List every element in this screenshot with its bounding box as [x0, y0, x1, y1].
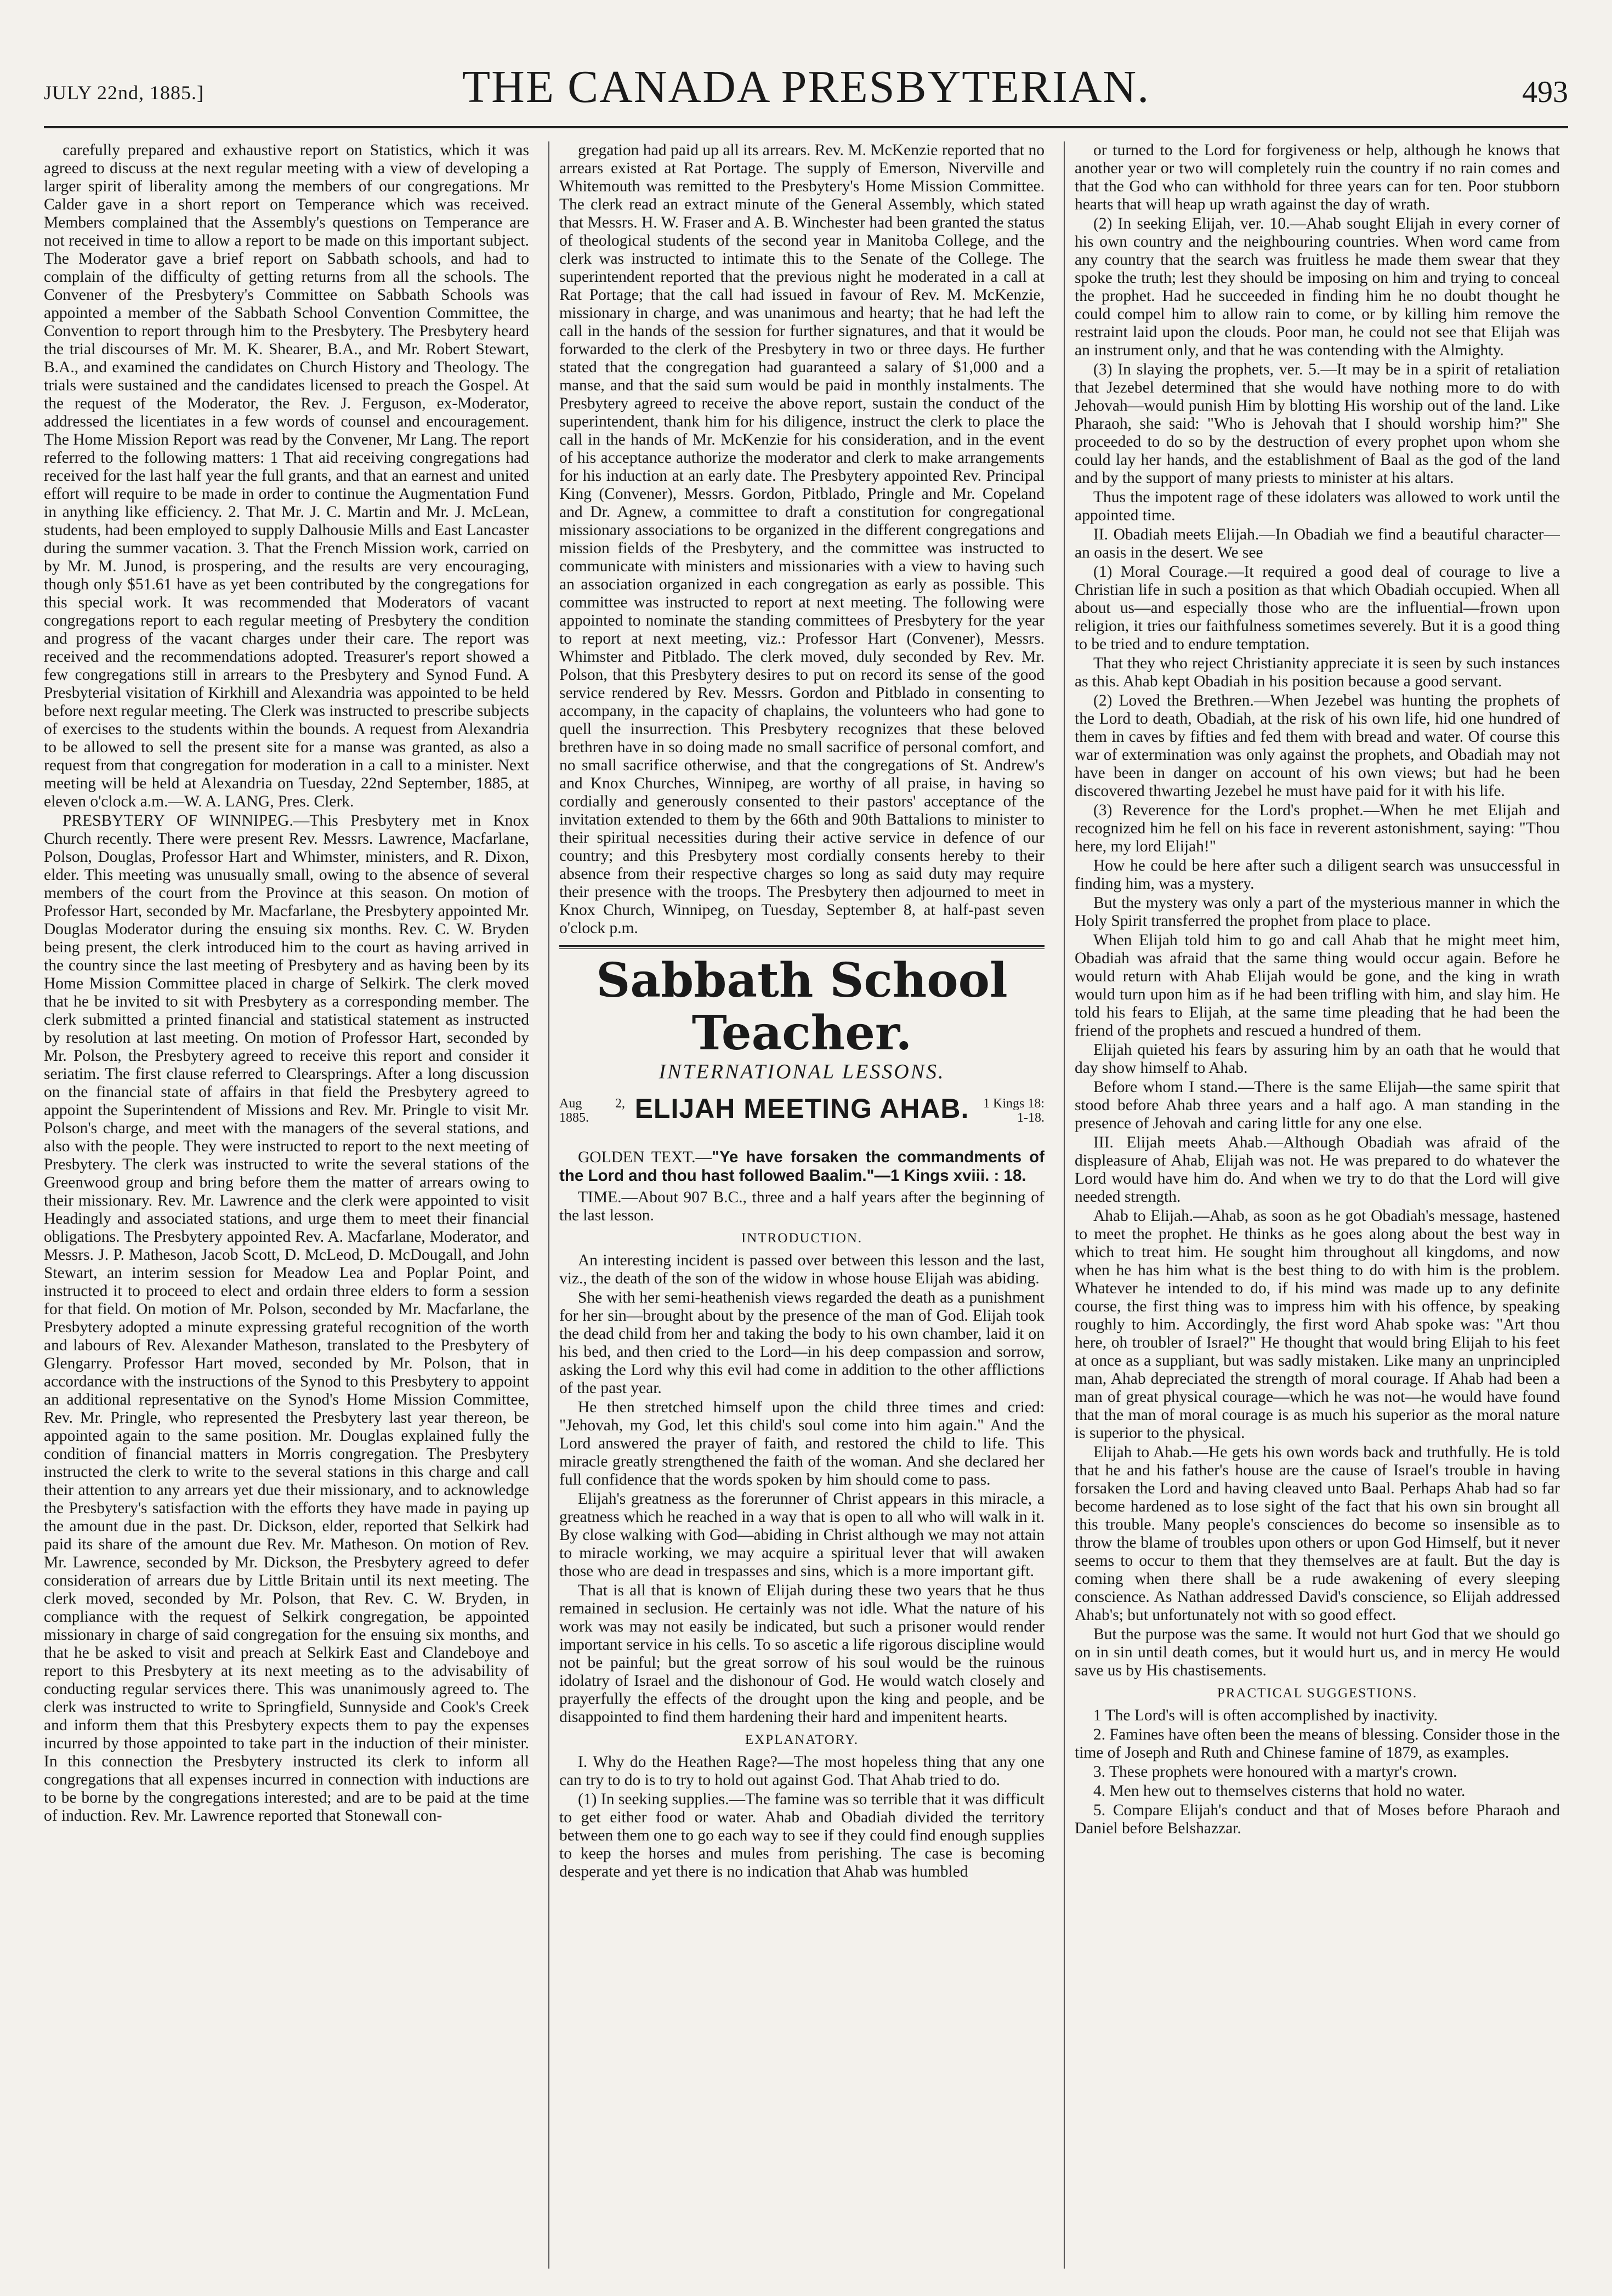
paragraph: (3) Reverence for the Lord's prophet.—When he met Elijah and recognized him he fell on his face in reverent astonishment, saying: "Thou here, my lord Elijah!" — [1075, 802, 1560, 855]
list-item: 3. These prophets were honoured with a martyr's crown. — [1093, 1763, 1457, 1781]
paragraph: But the purpose was the same. It would not hurt God that we should go on in sin until death comes, but it would hurt us, and in mercy He would save us by His chastisements. — [1075, 1626, 1560, 1679]
paragraph: I. Why do the Heathen Rage?—The most hopeless thing that any one can try to do is to try to hold out against God. That Ahab tried to do. — [559, 1753, 1045, 1789]
paragraph: Before whom I stand.—There is the same Elijah—the same spirit that stood before Ahab three years and a half ago. A man standing in the presence of Jehovah and caring little for any one else. — [1075, 1078, 1560, 1132]
paragraph: How he could be here after such a diligent search was unsuccessful in finding him, was a mystery. — [1075, 857, 1560, 893]
paragraph: (1) In seeking supplies.—The famine was so terrible that it was difficult to get either food or water. Ahab and Obadiah divided the territory between them one to go each way to see if they could find enough supplies to keep the horses and mules from perishing. The case is becoming desperate and yet there is no indication that Ahab was humbled — [559, 1791, 1045, 1880]
paragraph: gregation had paid up all its arrears. Rev. M. McKenzie reported that no arrears existed at Rat Portage. The supply of Emerson, Niverville and Whitemouth was remitted to the Presbytery's Home Mission Committee. The clerk read an extract minute of the General Assembly, which stated that Messrs. H. W. Fraser and A. B. Winchester had been granted the status of theological students of the second year in Manitoba College, and the clerk was instructed to intimate this to the Senate of the College. The superintendent reported that the previous night he moderated in a call at Rat Portage; that the call had issued in favour of Rev. M. McKenzie, missionary in charge, and was unanimous and hearty; that he had left the call in the hands of the session for further signatures, and that it would be forwarded to the clerk of the Presbytery in two or three days. He further stated that the congregation had guaranteed a salary of $1,000 and a manse, and that the said sum would be paid in monthly instalments. The Presbytery agreed to receive the above report, sustain the conduct of the superintendent, thank him for his diligence, instruct the clerk to place the call in the hands of Mr. McKenzie for his consideration, and in the event of his acceptance authorize the moderator and clerk to make arrangements for his induction at an early date. The Presbytery appointed Rev. Principal King (Convener), Messrs. Gordon, Pitblado, Pringle and Mr. Copeland and Dr. Agnew, a committee to draft a constitution for congregational missionary associations to be organized in the different congregations and mission fields of the Presbytery, and the committee was instructed to communicate with ministers and missionaries with a view to having such an association organized in each congregation as early as possible. This committee was instructed to report at next meeting. The following were appointed to nominate the standing committees of Presbytery for the year to report at next meeting, viz.: Professor Hart (Convener), Messrs. Whimster and Pitblado. The clerk moved, duly seconded by Rev. Mr. Polson, that this Presbytery desires to put on record its sense of the good service rendered by Rev. Messrs. Gordon and Pitblado in consenting to accompany, in the capacity of chaplains, the volunteers who had gone to quell the insurrection. This Presbytery recognizes that these beloved brethren have in so doing made no small sacrifice of personal comfort, and no small sacrifice otherwise, and that the congregations of St. Andrew's and Knox Churches, Winnipeg, are worthy of all praise, in having so cordially and generously consented to their pastors' acceptance of the invitation extended to them by the 66th and 90th Battalions to minister to their spiritual necessities during their active service in defence of our country; and this Presbytery most cordially consents hereby to their absence from their respective charges so long as said duty may require their presence with the troops. The Presbytery then adjourned to meet in Knox Church, Winnipeg, on Tuesday, September 8, at half-past seven o'clock p.m. — [559, 141, 1045, 937]
column-divider — [1064, 141, 1065, 2269]
paragraph: PRESBYTERY OF WINNIPEG.—This Presbytery met in Knox Church recently. There were present Rev. Messrs. Lawrence, Macfarlane, Polson, Douglas, Professor Hart and Whimster, ministers, and R. Dixon, elder. This meeting was unusually small, owing to the absence of several members of the court from the Province at this season. On motion of Professor Hart, seconded by Mr. Macfarlane, the Presbytery appointed Mr. Douglas Moderator during the ensuing six months. Rev. C. W. Bryden being present, the clerk introduced him to the court as having arrived in the country since the last meeting of Presbytery and as having been by its Home Mission Committee placed in charge of Selkirk. The clerk moved that he be invited to sit with Presbytery as a corresponding member. The clerk submitted a printed financial and statistical statement as instructed by resolution at last meeting. On motion of Professor Hart, seconded by Mr. Polson, the Presbytery agreed to receive this report and consider it seriatim. The first clause referred to Clearsprings. After a long discussion on the financial state of affairs in that field the Presbytery agreed to appoint the Superintendent of Missions and Rev. Mr. Pringle to visit Mr. Polson's charge, and meet with the managers of the several stations, and also with the people. They were instructed to report to the next meeting of Presbytery. The clerk was instructed to write the several stations of the Greenwood group and bring before them the matter of arrears owing to their missionary. Rev. Mr. Lawrence and the clerk were appointed to visit Headingly and associated stations, and urge them to meet their financial obligations. The Presbytery appointed Rev. A. Macfarlane, Moderator, and Messrs. J. P. Matheson, Jacob Scott, D. McLeod, D. McDougall, and John Stewart, an interim session for Meadow Lea and Poplar Point, and instructed it to proceed to elect and ordain three elders to form a session for that field. On motion of Mr. Polson, seconded by Mr. Macfarlane, the Presbytery adopted a minute expressing grateful recognition of the worth and labours of Rev. Alexander Matheson, translated to the Presbytery of Glengarry. Professor Hart moved, seconded by Mr. Polson, that in accordance with the instructions of the Synod to this Presbytery to appoint an additional representative on the Synod's Home Mission Committee, Rev. Mr. Pringle, who represented the Presbytery last year thereon, be appointed again to the same position. Mr. Douglas explained fully the condition of financial matters in Morris congregation. The Presbytery instructed the clerk to write to the several stations in this charge and call their attention to any arrears yet due their missionary, and to acknowledge the Presbytery's satisfaction with the efforts they have made in paying up the amount due in the past. Dr. Dickson, elder, reported that Selkirk had paid its share of the amount due Rev. Mr. Matheson. On motion of Rev. Mr. Lawrence, seconded by Mr. Dickson, the Presbytery agreed to defer consideration of arrears due by Little Britain until its next meeting. The clerk moved, seconded by Mr. Polson, that Rev. C. W. Bryden, in compliance with the request of Selkirk congregation, be appointed missionary in charge of said congregation for the ensuing six months, and that he be asked to visit and preach at Selkirk East and Clandeboye and report to this Presbytery at its next meeting as to the advisability of conducting regular services there. This was unanimously agreed to. The clerk was instructed to write to Springfield, Sunnyside and Cook's Creek and inform them that this Presbytery expects them to pay the expenses incurred by those appointed to take part in the induction of their minister. In this connection the Presbytery instructed its clerk to inform all congregations that all expenses incurred in connection with inductions are to be borne by the congregations interested; and are to be paid at the time of induction. Rev. Mr. Lawrence reported that Stonewall con- — [44, 812, 529, 1825]
lesson-reference: 1 Kings 18: 1-18. — [983, 1096, 1045, 1125]
column-divider — [548, 141, 549, 2269]
header-rule — [44, 126, 1568, 128]
subsection-heading: INTRODUCTION. — [741, 1231, 863, 1246]
paragraph: Elijah to Ahab.—He gets his own words back and truthfully. He is told that he and his father's house are the cause of Israel's trouble in having forsaken the Lord and having cleaved unto Baal. Perhaps Ahab had so far become hardened as to lose sight of the fact that his own sin brought all this trouble. Many people's consciences do become so insensible as to throw the blame of troubles upon others or upon God Himself, but it never seems to occur to them that they themselves are at fault. But the day is coming when there shall be a rude awakening of every sleeping conscience. As Nathan addressed David's conscience, so Elijah addressed Ahab's; but unfortunately not with so good effect. — [1075, 1443, 1560, 1624]
list-item: 2. Famines have often been the means of blessing. Consider those in the time of Joseph and Ruth and Chinese famine of 1879, as examples. — [1075, 1726, 1560, 1761]
paragraph: Thus the impotent rage of these idolaters was allowed to work until the appointed time. — [1075, 488, 1560, 524]
golden-text — [559, 1148, 1045, 1185]
section-subtitle: INTERNATIONAL LESSONS. — [659, 1060, 945, 1083]
paragraph: (2) In seeking Elijah, ver. 10.—Ahab sought Elijah in every corner of his own country and the neighbouring countries. When word came from any country that the search was fruitless he made them swear that they spoke the truth; lest they should be imposing on him and trying to conceal the prophet. Had he succeeded in finding him he no doubt thought he could compel him to allow rain to come, or by killing him remove the restraint laid upon the clouds. Poor man, he could not see that Elijah was an instrument only, and that he was contending with the Almighty. — [1075, 215, 1560, 359]
paragraph: Elijah's greatness as the forerunner of Christ appears in this miracle, a greatness which he reached in a way that is open to all who will walk in it. By close walking with God—abiding in Christ although we may not attain to miracle working, we may acquire a spiritual lever that will awaken those who are dead in trespasses and sins, which is a more important gift. — [559, 1490, 1045, 1580]
section-rule — [559, 945, 1045, 947]
paragraph: (1) Moral Courage.—It required a good deal of courage to live a Christian life in such a position as that which Obadiah occupied. When all about us—and especially those who are the influential—frown upon religion, it tries our faithfulness sometimes severely. But it is a good thing to be tried and to endure temptation. — [1075, 563, 1560, 653]
section-rule — [559, 948, 1045, 949]
column-1 — [44, 141, 529, 2269]
subsection-heading: PRACTICAL SUGGESTIONS. — [1217, 1686, 1418, 1701]
lesson-heading — [559, 1093, 1045, 1143]
list-item: 1 The Lord's will is often accomplished by inactivity. — [1093, 1707, 1438, 1724]
paragraph: TIME.—About 907 B.C., three and a half years after the beginning of the last lesson. — [559, 1189, 1045, 1224]
paragraph: He then stretched himself upon the child three times and cried: "Jehovah, my God, let this child's soul come into him again." And the Lord answered the prayer of faith, and restored the child to life. This miracle greatly strengthened the faith of the woman. And she declared her full confidence that the words spoken by him should come to pass. — [559, 1399, 1045, 1488]
masthead — [44, 60, 1568, 121]
page-number: 493 — [1522, 75, 1568, 109]
golden-text-label: GOLDEN TEXT.— — [578, 1149, 712, 1166]
column-2 — [559, 141, 1045, 2269]
list-item: 5. Compare Elijah's conduct and that of Moses before Pharaoh and Daniel before Belshazzar. — [1075, 1801, 1560, 1837]
section-title: Sabbath School Teacher. — [596, 953, 1008, 1061]
paragraph: An interesting incident is passed over between this lesson and the last, viz., the death of the son of the widow in whose house Elijah was abiding. — [559, 1252, 1045, 1287]
paragraph: (3) In slaying the prophets, ver. 5.—It may be in a spirit of retaliation that Jezebel determined that she would have nothing more to do with Jehovah—would punish Him by blotting His worship out of the land. Like Pharaoh, she said: "Who is Jehovah that I should worship him?" She proceeded to do so by the destruction of every prophet upon whom she could lay her hands, and the establishment of Baal as the god of the land and by the support of many priests to minister at his altars. — [1075, 361, 1560, 487]
lesson-title: ELIJAH MEETING AHAB. — [634, 1093, 969, 1124]
subsection-heading: EXPLANATORY. — [745, 1732, 859, 1747]
newspaper-title: THE CANADA PRESBYTERIAN. — [462, 61, 1150, 112]
golden-text-body: "Ye have forsaken the commandments of the Lord and thou hast followed Baalim."—1 Kings xviii. : 18. — [559, 1148, 1045, 1185]
paragraph: carefully prepared and exhaustive report on Statistics, which it was agreed to discuss at the next regular meeting with a view of developing a larger spirit of liberality among the members of our congregations. Mr Calder gave in a short report on Temperance which was received. Members complained that the Assembly's questions on Temperance are not received in time to allow a report to be made on this important subject. The Moderator gave a brief report on Sabbath schools, and had to complain of the difficulty of getting returns from all the schools. The Convener of the Presbytery's Committee on Sabbath Schools was appointed a member of the Sabbath School Convention Committee, the Convention to report through him to the Presbytery. The Presbytery heard the trial discourses of Mr. M. K. Shearer, B.A., and Mr. Robert Stewart, B.A., and examined the candidates on Church History and Theology. The trials were sustained and the candidates licensed to preach the Gospel. At the request of the Moderator, the Rev. J. Ferguson, ex-Moderator, addressed the licentiates in a few words of counsel and encouragement. The Home Mission Report was read by the Convener, Mr Lang. The report referred to the following matters: 1 That aid receiving congregations had received for the last half year the full grants, and that an earnest and united effort will require to be made in order to continue the Augmentation Fund in anything like efficiency. 2. That Mr. J. C. Martin and Mr. J. McLean, students, had been employed to supply Dalhousie Mills and East Lancaster during the summer vacation. 3. That the French Mission work, carried on by Mr. M. Junod, is prospering, and the results are very encouraging, though only $51.61 have as yet been contributed by the congregations for this special work. It was recommended that Moderators of vacant congregations report to each regular meeting of Presbytery the condition and progress of the vacant charges under their care. The report was received and the recommendations adopted. Treasurer's report showed a few congregations still in arrears to the Presbytery and Synod Fund. A Presbyterial visitation of Kirkhill and Alexandria was appointed to be held before next regular meeting. The Clerk was instructed to prescribe subjects of exercises to the students within the bounds. A request from Alexandria to be allowed to sell the present site for a manse was granted, as also a request from that congregation for moderation in a call to a minister. Next meeting will be held at Alexandria on Tuesday, 22nd September, 1885, at eleven o'clock a.m.—W. A. LANG, Pres. Clerk. — [44, 141, 529, 810]
paragraph: (2) Loved the Brethren.—When Jezebel was hunting the prophets of the Lord to death, Obadiah, at the risk of his own life, hid one hundred of them in caves by fifties and fed them with bread and water. Of course this war of extermination was only against the prophets, and Obadiah may not have been in danger on account of his own views; but had he been discovered thwarting Jezebel he must have paid for it with his life. — [1075, 692, 1560, 800]
paragraph: She with her semi-heathenish views regarded the death as a punishment for her sin—brought about by the presence of the man of God. Elijah took the dead child from her and taking the body to his own chamber, laid it on his bed, and then cried to the Lord—in his deep compassion and sorrow, asking the Lord why this evil had come in addition to the other afflictions of the past year. — [559, 1289, 1045, 1397]
paragraph: But the mystery was only a part of the mysterious manner in which the Holy Spirit transferred the prophet from place to place. — [1075, 894, 1560, 930]
lesson-date: Aug 2, 1885. — [559, 1096, 625, 1125]
paragraph: That is all that is known of Elijah during these two years that he thus remained in seclusion. He certainly was not idle. What the nature of his work was may not easily be indicated, but such a prisoner would render important service in his cells. To so ascetic a life rigorous discipline would not be painful; but the great sorrow of his soul would be the ruinous idolatry of Israel and the dishonour of God. He would watch closely and prayerfully the effects of the drought upon the king and people, and be disappointed to find them hardening their hard and impenitent hearts. — [559, 1582, 1045, 1726]
paragraph: II. Obadiah meets Elijah.—In Obadiah we find a beautiful character—an oasis in the desert. We see — [1075, 526, 1560, 561]
paragraph: III. Elijah meets Ahab.—Although Obadiah was afraid of the displeasure of Ahab, Elijah was not. He was prepared to do whatever the Lord would have him do. And when we try to do that the Lord will give needed strength. — [1075, 1134, 1560, 1206]
paragraph: Elijah quieted his fears by assuring him by an oath that he would that day show himself to Ahab. — [1075, 1041, 1560, 1077]
paragraph: When Elijah told him to go and call Ahab that he might meet him, Obadiah was afraid that the same thing would occur again. Before he would return with Ahab Elijah would be gone, and the king in wrath would turn upon him as if he had been trifling with him, and slay him. He told his fears to Elijah, at the same time pleading that he had been the friend of the prophets and rescued a hundred of them. — [1075, 931, 1560, 1039]
list-item: 4. Men hew out to themselves cisterns that hold no water. — [1093, 1782, 1466, 1800]
issue-date: JULY 22nd, 1885.] — [44, 82, 205, 104]
paragraph: That they who reject Christianity appreciate it is seen by such instances as this. Ahab kept Obadiah in his position because a good servant. — [1075, 655, 1560, 690]
column-3 — [1075, 141, 1560, 2269]
paragraph: or turned to the Lord for forgiveness or help, although he knows that another year or two will completely ruin the country if no rain comes and that the God who can withhold for three years can for ten. Poor stubborn hearts that will heap up wrath against the day of wrath. — [1075, 141, 1560, 213]
paragraph: Ahab to Elijah.—Ahab, as soon as he got Obadiah's message, hastened to meet the prophet. He thinks as he goes along about the best way in which to treat him. He sought him throughout all kingdoms, and now when he has him what is the best thing to do with him is the problem. Whatever he intended to do, if his mind was made up to any definite course, the first thing was to impress him with his offence, by speaking roughly to him. Accordingly, the first word Ahab spoke was: "Art thou here, oh troubler of Israel?" He thought that would bring Elijah to his feet at once as a suppliant, but was sadly mistaken. Like many an unprincipled man, Ahab depreciated the strength of moral courage. If Ahab had been a man of great physical courage—which he was not—he would have found that the man of moral courage is as much his superior as the moral nature is superior to the physical. — [1075, 1207, 1560, 1442]
